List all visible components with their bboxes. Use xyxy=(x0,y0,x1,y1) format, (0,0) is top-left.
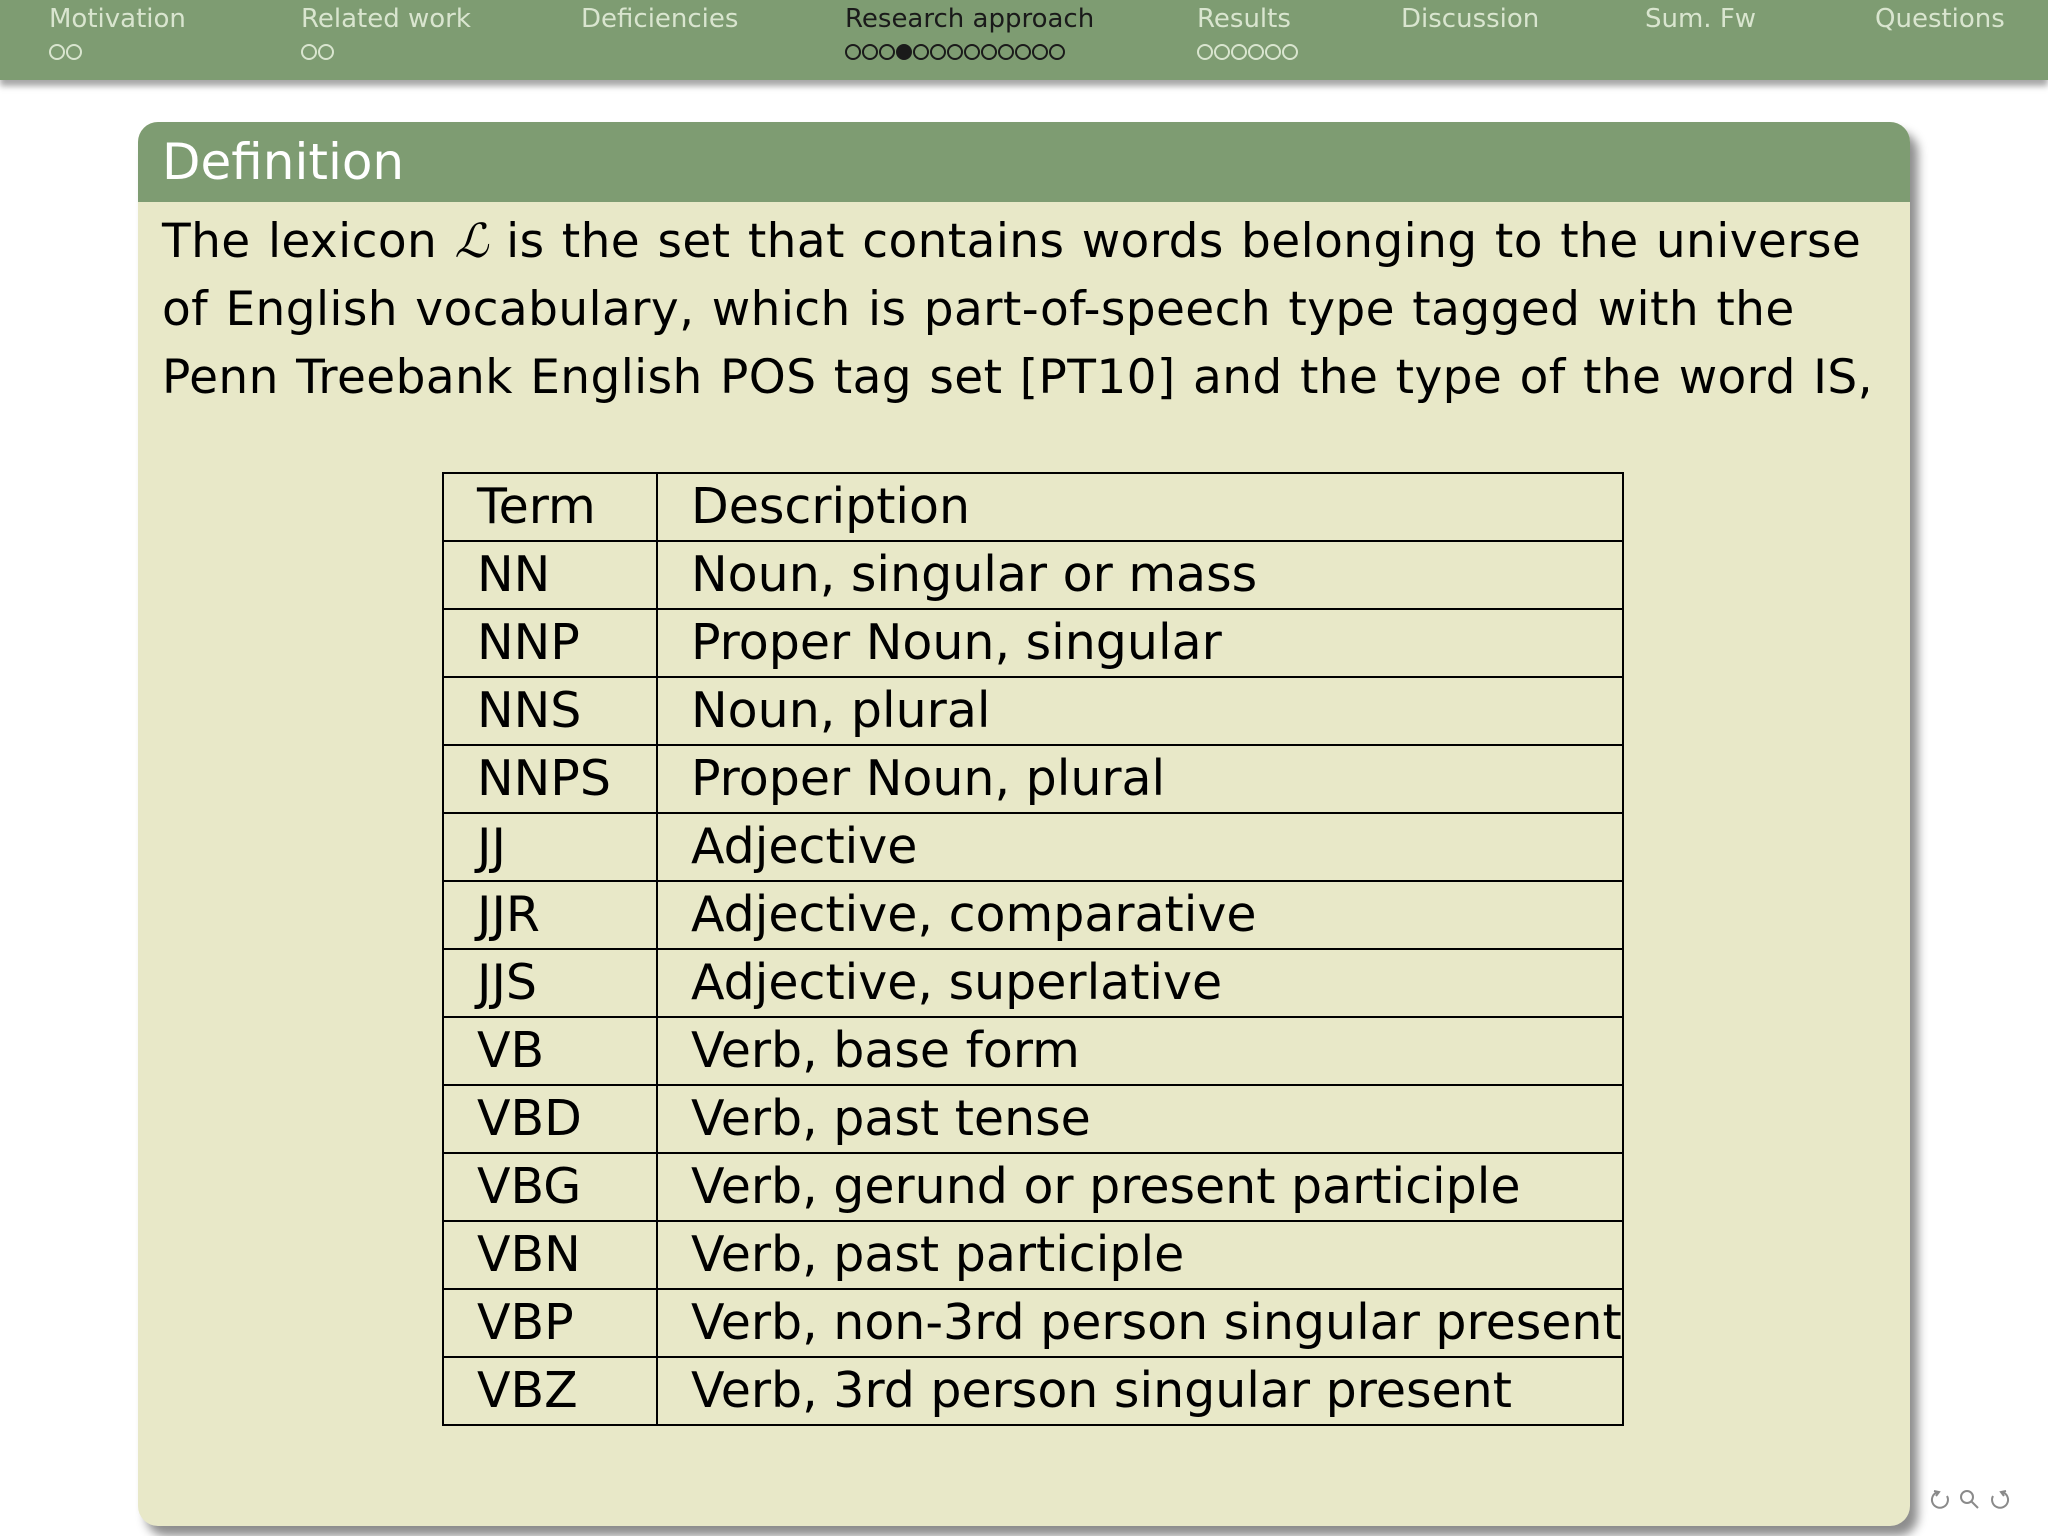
lexicon-symbol: ℒ xyxy=(454,214,489,269)
table-row xyxy=(443,1357,1623,1425)
tag-cell: NNP xyxy=(443,609,657,677)
nav-section-label: Questions xyxy=(1875,4,2005,34)
table-row xyxy=(443,1153,1623,1221)
table-row xyxy=(443,1085,1623,1153)
description-cell: Adjective, comparative xyxy=(657,881,1623,949)
definition-text xyxy=(162,208,1902,412)
beamer-navigation-controls xyxy=(1930,1488,2010,1510)
slide-dot[interactable] xyxy=(66,44,82,60)
description-cell: Verb, base form xyxy=(657,1017,1623,1085)
nav-section-questions[interactable] xyxy=(1875,2,2005,62)
tag-cell: JJR xyxy=(443,881,657,949)
nav-section-related-work[interactable] xyxy=(301,2,471,62)
undo-icon[interactable] xyxy=(1930,1488,1952,1510)
current-slide-dot[interactable] xyxy=(896,44,912,60)
nav-section-results[interactable] xyxy=(1197,2,1298,62)
nav-section-research-approach[interactable] xyxy=(845,2,1094,62)
tag-cell: VBP xyxy=(443,1289,657,1357)
slide-dot[interactable] xyxy=(845,44,861,60)
slide-dot[interactable] xyxy=(1248,44,1264,60)
definition-text-end: is the set that contains words belonging to the universe of English vocabulary, which is part-of-speech type tagged with the Penn Treebank English POS tag set [PT10] and the type of the word IS, xyxy=(162,214,1873,405)
nav-section-label: Research approach xyxy=(845,4,1095,34)
description-cell: Adjective, superlative xyxy=(657,949,1623,1017)
description-cell: Adjective xyxy=(657,813,1623,881)
slide-dot[interactable] xyxy=(1197,44,1213,60)
tag-cell: JJS xyxy=(443,949,657,1017)
tag-cell: NNPS xyxy=(443,745,657,813)
slide-dot[interactable] xyxy=(862,44,878,60)
description-cell: Description xyxy=(657,473,1623,541)
slide-dot[interactable] xyxy=(301,44,317,60)
slide-dot[interactable] xyxy=(1265,44,1281,60)
nav-section-label: Sum. Fw xyxy=(1645,4,1757,34)
table-row xyxy=(443,949,1623,1017)
nav-slide-dots xyxy=(1875,42,2005,62)
nav-slide-dots xyxy=(301,42,471,62)
slide-dot[interactable] xyxy=(318,44,334,60)
nav-section-label: Discussion xyxy=(1401,4,1540,34)
tag-cell: NN xyxy=(443,541,657,609)
nav-section-motivation[interactable] xyxy=(49,2,186,62)
slide-dot[interactable] xyxy=(49,44,65,60)
slide-dot[interactable] xyxy=(964,44,980,60)
redo-icon[interactable] xyxy=(1988,1488,2010,1510)
table-header-row xyxy=(443,473,1623,541)
pos-tag-table xyxy=(442,472,1624,1426)
slide-dot[interactable] xyxy=(1282,44,1298,60)
pos-table-body xyxy=(443,473,1623,1425)
slide-dot[interactable] xyxy=(930,44,946,60)
nav-section-label: Deficiencies xyxy=(581,4,739,34)
nav-slide-dots xyxy=(1645,42,1756,62)
slide-dot[interactable] xyxy=(981,44,997,60)
description-cell: Verb, gerund or present participle xyxy=(657,1153,1623,1221)
nav-slide-dots xyxy=(1401,42,1539,62)
block-title: Definition xyxy=(138,122,1910,202)
description-cell: Noun, plural xyxy=(657,677,1623,745)
slide-dot[interactable] xyxy=(1049,44,1065,60)
nav-section-summary-future-work[interactable] xyxy=(1645,2,1756,62)
nav-slide-dots xyxy=(581,42,738,62)
table-row xyxy=(443,1017,1623,1085)
tag-cell: VBZ xyxy=(443,1357,657,1425)
table-row xyxy=(443,881,1623,949)
nav-slide-dots xyxy=(845,42,1094,62)
nav-section-deficiencies[interactable] xyxy=(581,2,738,62)
definition-block xyxy=(138,122,1910,1526)
tag-cell: VBG xyxy=(443,1153,657,1221)
tag-cell: NNS xyxy=(443,677,657,745)
table-row xyxy=(443,541,1623,609)
table-row xyxy=(443,1221,1623,1289)
slide-dot[interactable] xyxy=(1231,44,1247,60)
table-row xyxy=(443,813,1623,881)
nav-section-label: Motivation xyxy=(49,4,186,34)
slide-dot[interactable] xyxy=(913,44,929,60)
tag-cell: JJ xyxy=(443,813,657,881)
table-row xyxy=(443,1289,1623,1357)
slide-dot[interactable] xyxy=(1032,44,1048,60)
tag-cell: VBN xyxy=(443,1221,657,1289)
description-cell: Verb, 3rd person singular present xyxy=(657,1357,1623,1425)
nav-slide-dots xyxy=(49,42,186,62)
slide-dot[interactable] xyxy=(998,44,1014,60)
tag-cell: VB xyxy=(443,1017,657,1085)
tag-cell: Term xyxy=(443,473,657,541)
slide-dot[interactable] xyxy=(947,44,963,60)
description-cell: Verb, past tense xyxy=(657,1085,1623,1153)
section-navigation-bar xyxy=(0,0,2048,80)
table-row xyxy=(443,609,1623,677)
description-cell: Verb, past participle xyxy=(657,1221,1623,1289)
table-row xyxy=(443,745,1623,813)
definition-text-start: The lexicon xyxy=(162,214,455,269)
nav-slide-dots xyxy=(1197,42,1298,62)
nav-section-discussion[interactable] xyxy=(1401,2,1539,62)
slide-dot[interactable] xyxy=(1214,44,1230,60)
description-cell: Proper Noun, plural xyxy=(657,745,1623,813)
description-cell: Proper Noun, singular xyxy=(657,609,1623,677)
slide-dot[interactable] xyxy=(1015,44,1031,60)
description-cell: Verb, non-3rd person singular present xyxy=(657,1289,1623,1357)
slide-dot[interactable] xyxy=(879,44,895,60)
nav-section-label: Related work xyxy=(301,4,471,34)
search-icon[interactable] xyxy=(1958,1488,1982,1510)
table-row xyxy=(443,677,1623,745)
description-cell: Noun, singular or mass xyxy=(657,541,1623,609)
tag-cell: VBD xyxy=(443,1085,657,1153)
nav-section-label: Results xyxy=(1197,4,1291,34)
